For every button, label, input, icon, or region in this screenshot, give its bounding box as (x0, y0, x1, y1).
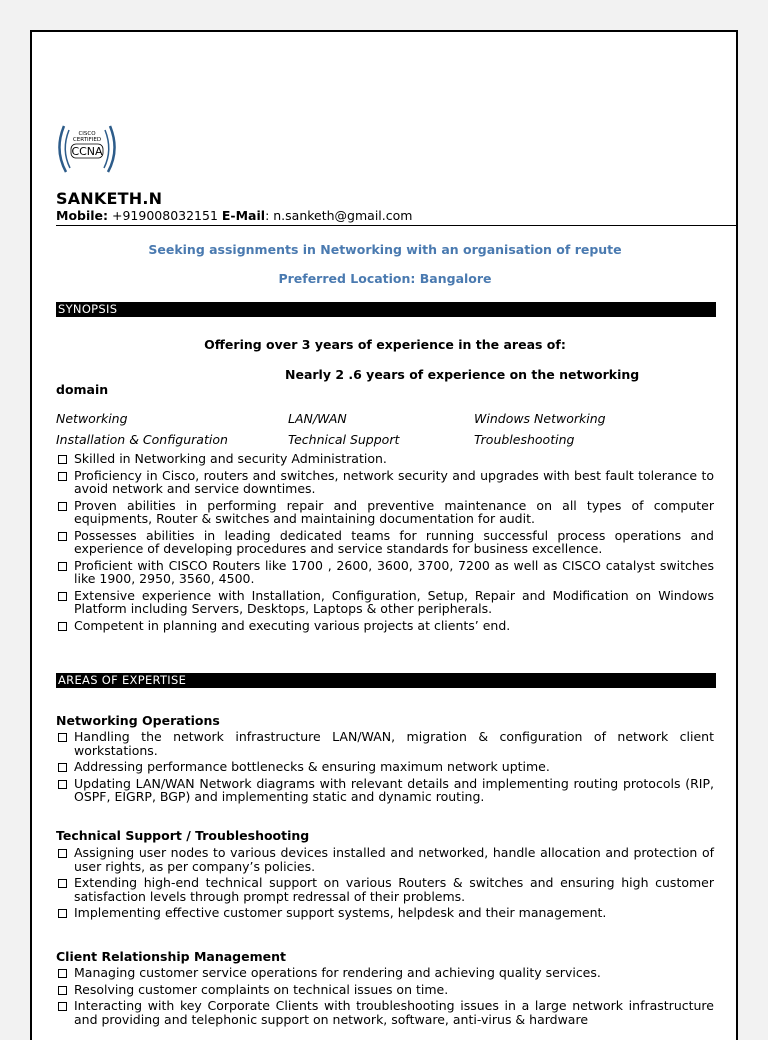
area-item: Networking (56, 411, 128, 426)
list-item: Implementing effective customer support systems, helpdesk and their management. (56, 906, 714, 920)
synopsis-bullet-list (56, 452, 714, 635)
email-value: : n.sanketh@gmail.com (265, 208, 413, 223)
expertise-heading: AREAS OF EXPERTISE (56, 673, 716, 688)
list-item: Addressing performance bottlenecks & ensuring maximum network uptime. (56, 760, 714, 774)
header-divider (56, 225, 738, 226)
list-item: Updating LAN/WAN Network diagrams with relevant details and implementing routing protocols (RIP, OSPF, EIGRP, BGP) and implementing static and dynamic routing. (56, 777, 714, 804)
list-item: Proficiency in Cisco, routers and switches, network security and upgrades with best fault tolerance to avoid network and service downtimes. (56, 469, 714, 496)
list-item: Resolving customer complaints on technical issues on time. (56, 983, 714, 997)
area-item: Installation & Configuration (56, 432, 228, 447)
experience-line: Nearly 2 .6 years of experience on the networking (285, 367, 640, 382)
list-item: Managing customer service operations for rendering and achieving quality services. (56, 966, 714, 980)
logo-line3: CCNA (71, 145, 103, 158)
section-title-support: Technical Support / Troubleshooting (56, 828, 310, 843)
list-item: Extending high-end technical support on various Routers & switches and ensuring high customer satisfaction levels through prompt redressal of their problems. (56, 876, 714, 903)
email-label: E-Mail (221, 208, 266, 223)
ccna-logo (54, 120, 124, 180)
logo-line1: CISCO (78, 131, 96, 137)
list-item: Skilled in Networking and security Administration. (56, 452, 714, 466)
preferred-location: Preferred Location: Bangalore (278, 271, 492, 286)
support-bullet-list (56, 846, 714, 923)
list-item: Interacting with key Corporate Clients with troubleshooting issues in a large network infrastructure and providing and telephonic support on network, software, anti-virus & hardware (56, 999, 714, 1026)
area-item: Windows Networking (474, 411, 606, 426)
section-title-networking: Networking Operations (56, 713, 220, 728)
list-item: Possesses abilities in leading dedicated teams for running successful process operations and experience of developing procedures and service standards for business excellence. (56, 529, 714, 556)
networking-bullet-list (56, 730, 714, 807)
offering-line: Offering over 3 years of experience in the areas of: (204, 337, 566, 352)
client-bullet-list (56, 966, 714, 1029)
list-item: Handling the network infrastructure LAN/WAN, migration & configuration of network client workstations. (56, 730, 714, 757)
area-item: Technical Support (288, 432, 400, 447)
logo-line2: CERTIFIED (72, 137, 102, 143)
candidate-name: SANKETH.N (56, 189, 163, 208)
area-item: LAN/WAN (288, 411, 347, 426)
list-item: Proven abilities in performing repair and preventive maintenance on all types of computer equipments, Router & switches and maintaining documentation for audit. (56, 499, 714, 526)
list-item: Extensive experience with Installation, Configuration, Setup, Repair and Modification on Windows Platform including Servers, Desktops, Laptops & other peripherals. (56, 589, 714, 616)
synopsis-heading: SYNOPSIS (56, 302, 716, 317)
mobile-value: +919008032151 (108, 208, 222, 223)
resume-page (30, 30, 738, 1040)
list-item: Proficient with CISCO Routers like 1700 , 2600, 3600, 3700, 7200 as well as CISCO catalyst switches like 1900, 2950, 3560, 4500. (56, 559, 714, 586)
domain-word: domain (56, 382, 109, 397)
section-title-client: Client Relationship Management (56, 949, 286, 964)
area-item: Troubleshooting (474, 432, 575, 447)
list-item: Competent in planning and executing various projects at clients’ end. (56, 619, 714, 633)
list-item: Assigning user nodes to various devices installed and networked, handle allocation and protection of user rights, as per company’s policies. (56, 846, 714, 873)
objective-line: Seeking assignments in Networking with an organisation of repute (148, 242, 622, 257)
mobile-label: Mobile: (56, 208, 109, 223)
contact-line (56, 208, 412, 223)
